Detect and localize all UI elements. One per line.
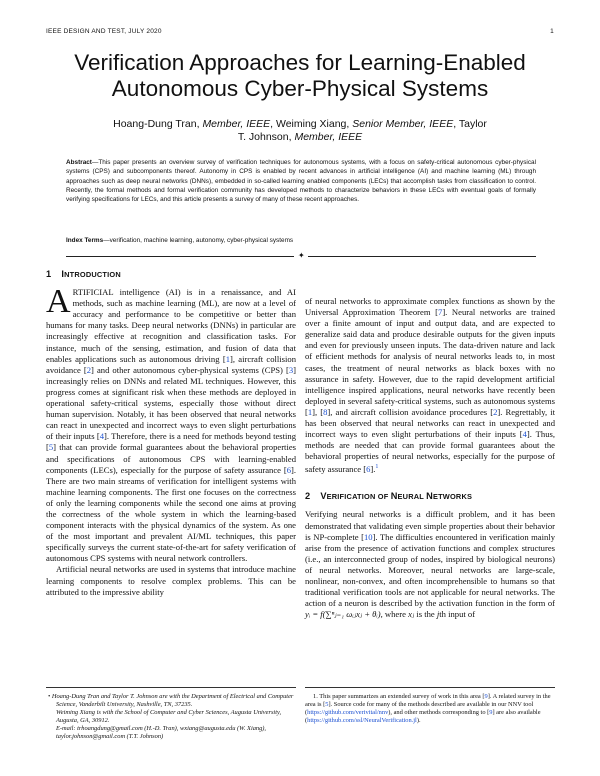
- footnote-text: ).: [416, 717, 421, 724]
- author-3-role: Member, IEEE: [294, 131, 363, 143]
- citation-link[interactable]: 7: [438, 307, 443, 318]
- page-number: 1: [550, 28, 554, 35]
- citation-link[interactable]: 9: [489, 709, 493, 716]
- footnote-text: ), and other methods corresponding to [: [388, 709, 490, 716]
- intro-text: ] that can provide formal guarantees about the behavioral properties and specifications of autonomous CPS with learning-enabled components (LECs), especially for the purpose of safety assurance [: [46, 442, 296, 475]
- section-1-title: NTRODUCTION: [64, 270, 121, 279]
- intro-text: ]. There are two main streams of verification for intelligent systems with machine learning components. The first one focuses on the correctness of only the learning components while the second one aims at proving the correctness of the whole system in which the learning-based component interacts with the physical dynamics of the system. As one of the most important and prevalent AI/ML techniques, this paper specifically surveys the current state-of-the-art for safety verification of autonomous CPS systems with neural network controllers.: [46, 464, 296, 564]
- abstract: [66, 158, 536, 204]
- intro-text: of neural networks to approximate complex functions as shown by the Universal Approximation Theorem [: [305, 296, 555, 318]
- index-terms: [66, 236, 536, 245]
- citation-link[interactable]: 6: [366, 464, 371, 475]
- author-1-name: Hoang-Dung Tran,: [113, 118, 203, 130]
- citation-link[interactable]: 8: [323, 406, 328, 417]
- section-divider: [66, 252, 536, 260]
- section-1-number: 1: [46, 269, 52, 279]
- intro-text: ], and aircraft collision avoidance procedures [: [327, 406, 494, 417]
- section-2-text: ]. The difficulties encountered in verification mainly arise from the presence of activation functions and complex structures (i.e., an interconnected group of nodes, inspired by biological neurons) of neural networks. Moreover, neural networks are large-scale, nonlinear, non-convex, and often incomprehensible to humans so that traditional verification tools are not applicable for neural networks. The action of a neuron is described by the activation function in the form of: [305, 531, 555, 609]
- section-2-title-part: N: [426, 491, 433, 502]
- section-2-text: is the: [414, 609, 437, 620]
- citation-link[interactable]: 1: [225, 353, 230, 364]
- affiliation-footnote-emails: E-mail: trhoangdung@gmail.com (H.-D. Tran), wxiang@augusta.edu (W. Xiang), taylor.johnson@gmail.com (T.T. Johnson): [56, 725, 267, 740]
- section-2-title-part: EURAL: [397, 492, 427, 502]
- intro-text: intelligence (AI) is in a renaissance, and AI methods, such as machine learning (ML), are now at a level of accuracy and performance to be competitive or better than humans for many tasks. Deep neural networks (DNNs) in particular are increasingly effective at recognition and classification tasks. For instance, much of the sensing, estimation, and fusion of data that enables applications such as autonomous driving [: [46, 287, 296, 364]
- section-2-text: th input of: [439, 609, 476, 620]
- intro-paragraph-continued: [305, 296, 555, 475]
- intro-text: ]. Regrettably, it has been observed that neural networks can react in unexpected and incorrect ways to even slight perturbations of their inputs [: [305, 406, 556, 440]
- abstract-text: —This paper presents an overview survey of verification techniques for autonomous systems, with a focus on safety-critical autonomous cyber-physical systems (CPS) and subcomponents thereof. Autonomy in CPS is enabled by recent advances in artificial intelligence (AI) and machine learning (ML) through approaches such as deep neural networks (DNNs), embedded in so-called learning enabled components (LECs) that accomplish tasks from classification to control. Recently, the formal methods and formal verification community has developed methods to characterize behaviors in these LECs with eventual goals of formally verifying specifications for LECs, and this article presents a survey of many of these recent approaches.: [66, 159, 536, 204]
- affiliation-line: Hoang-Dung Tran and Taylor T. Johnson are with the Department of Electrical and Computer Science, Vanderbilt University, Nashville, TN, 37235.: [51, 693, 294, 708]
- citation-link[interactable]: 2: [493, 406, 498, 417]
- intro-text: ] increasingly relies on DNNs and related ML techniques. However, this progress comes at significant risk when these methods are deployed in operational safety-critical systems, especially those without direct human supervision. Notably, it has been observed that neural networks can react in unexpected and incorrect ways to even slight perturbations of their inputs [: [46, 364, 297, 442]
- section-1-title-initial: I: [61, 269, 65, 279]
- citation-link[interactable]: 10: [363, 531, 373, 542]
- intro-text: ]. Thus, methods are needed that can provide formal guarantees about the behavioral properties of neural networks, especially for the purpose of safety assurance [: [305, 429, 555, 475]
- footnote-1: [305, 687, 555, 725]
- nnv-github-link[interactable]: https://github.com/verivital/nnv: [307, 709, 389, 716]
- intro-text: ]. Therefore, there is a need for methods beyond testing [: [46, 431, 296, 453]
- affiliation-footnote-text: Weiming Xiang is with the School of Computer and Cyber Sciences, Augusta University, Augusta, GA, 30912.: [56, 709, 282, 724]
- footnote-text: 1. This paper summarizes an extended survey of work in this area [: [313, 693, 485, 700]
- drop-cap: A: [46, 283, 71, 321]
- paper-title: Verification Approaches for Learning-Enabled Autonomous Cyber-Physical Systems: [74, 50, 526, 101]
- citation-link[interactable]: 6: [286, 464, 291, 475]
- bullet-icon: •: [48, 693, 51, 700]
- activation-formula: yᵢ = f(∑ⁿⱼ₌₁ ωᵢⱼxⱼ + θᵢ): [305, 609, 381, 620]
- footnote-rule: [46, 687, 296, 688]
- footnote-1-text: [305, 693, 555, 725]
- intro-text: ]. Neural networks are trained over a finite amount of input and output data, and are expected to generalize said data and produce desirable outputs for the given inputs and even for previously unseen inputs. The data-driven nature and lack of efficient methods for analysis of neural networks leads to, in most cases, the treatment of neural networks as black boxes with no assurance in safety. However, due to the rapid development artificial intelligence inspired applications, neural networks have recently been deployed in several safety-critical systems, such as autonomous systems [: [305, 307, 556, 417]
- intro-lead-word: RTIFICIAL: [72, 287, 114, 298]
- intro-text: ].: [370, 464, 376, 475]
- author-1-role: Member, IEEE: [202, 118, 271, 130]
- section-2-title-part: V: [320, 491, 327, 502]
- divider-line-left: [66, 256, 294, 257]
- citation-link[interactable]: 4: [99, 431, 105, 442]
- affiliation-footnote: [46, 687, 296, 741]
- section-2-title-part: ERIFICATION OF: [326, 492, 391, 502]
- affiliation-footnote-text: [48, 693, 296, 709]
- intro-paragraph-2: Artificial neural networks are used in systems that introduce machine learning components to resolve complex problems. This can be attributed to the impressive ability: [46, 564, 296, 597]
- citation-link[interactable]: 9: [484, 693, 488, 700]
- section-2-paragraph: [305, 509, 555, 620]
- math-variable: j: [436, 609, 440, 620]
- section-2-title-part: ETWORKS: [432, 492, 473, 502]
- section-2-number: 2: [305, 491, 311, 502]
- divider-diamond-icon: ✦: [298, 251, 305, 260]
- citation-link[interactable]: 2: [86, 364, 92, 375]
- neuralverification-github-link[interactable]: https://github.com/ssl/NeuralVerification.jl: [307, 717, 417, 724]
- footnote-text: ] are also available (: [305, 709, 541, 724]
- left-column: [46, 269, 296, 598]
- intro-paragraph-1: [46, 283, 297, 564]
- section-2-heading: [305, 491, 555, 502]
- author-3-name: , Taylor T. Johnson,: [237, 118, 487, 143]
- section-2-text: , where: [380, 609, 409, 620]
- section-1-heading: [46, 269, 296, 280]
- running-header: IEEE DESIGN AND TEST, JULY 2020: [46, 28, 162, 35]
- section-2-text: Verifying neural networks is a difficult problem, and it has been demonstrated that validating even simple properties about their behavior is NP-complete [: [305, 509, 555, 542]
- footnote-text: ]. A related survey in the area is [: [305, 693, 551, 708]
- citation-link[interactable]: 3: [288, 364, 294, 375]
- index-terms-label: Index Terms: [66, 237, 104, 244]
- citation-link[interactable]: 5: [325, 701, 329, 708]
- divider-line-right: [308, 256, 536, 257]
- intro-text: ], [: [312, 406, 324, 417]
- right-column: [305, 296, 555, 620]
- index-terms-text: —verification, machine learning, autonomy, cyber-physical systems: [103, 237, 294, 244]
- section-2-title-part: N: [390, 491, 398, 502]
- citation-link[interactable]: 1: [307, 406, 313, 417]
- footnote-marker[interactable]: 1: [375, 464, 379, 471]
- citation-link[interactable]: 4: [522, 429, 527, 440]
- intro-text: ], aircraft collision avoidance [: [46, 353, 296, 375]
- footnote-rule: [305, 687, 555, 688]
- author-2-name: , Weiming Xiang,: [270, 118, 353, 130]
- author-list: [110, 118, 490, 144]
- footnote-text: ]. Source code for many of the methods described are available in our NNV tool (: [305, 701, 534, 716]
- intro-text: ] and other autonomous cyber-physical systems (CPS) [: [91, 364, 289, 375]
- citation-link[interactable]: 5: [48, 442, 54, 453]
- abstract-label: Abstract: [66, 159, 92, 166]
- math-variable: xⱼ: [408, 609, 415, 620]
- author-2-role: Senior Member, IEEE: [352, 118, 454, 130]
